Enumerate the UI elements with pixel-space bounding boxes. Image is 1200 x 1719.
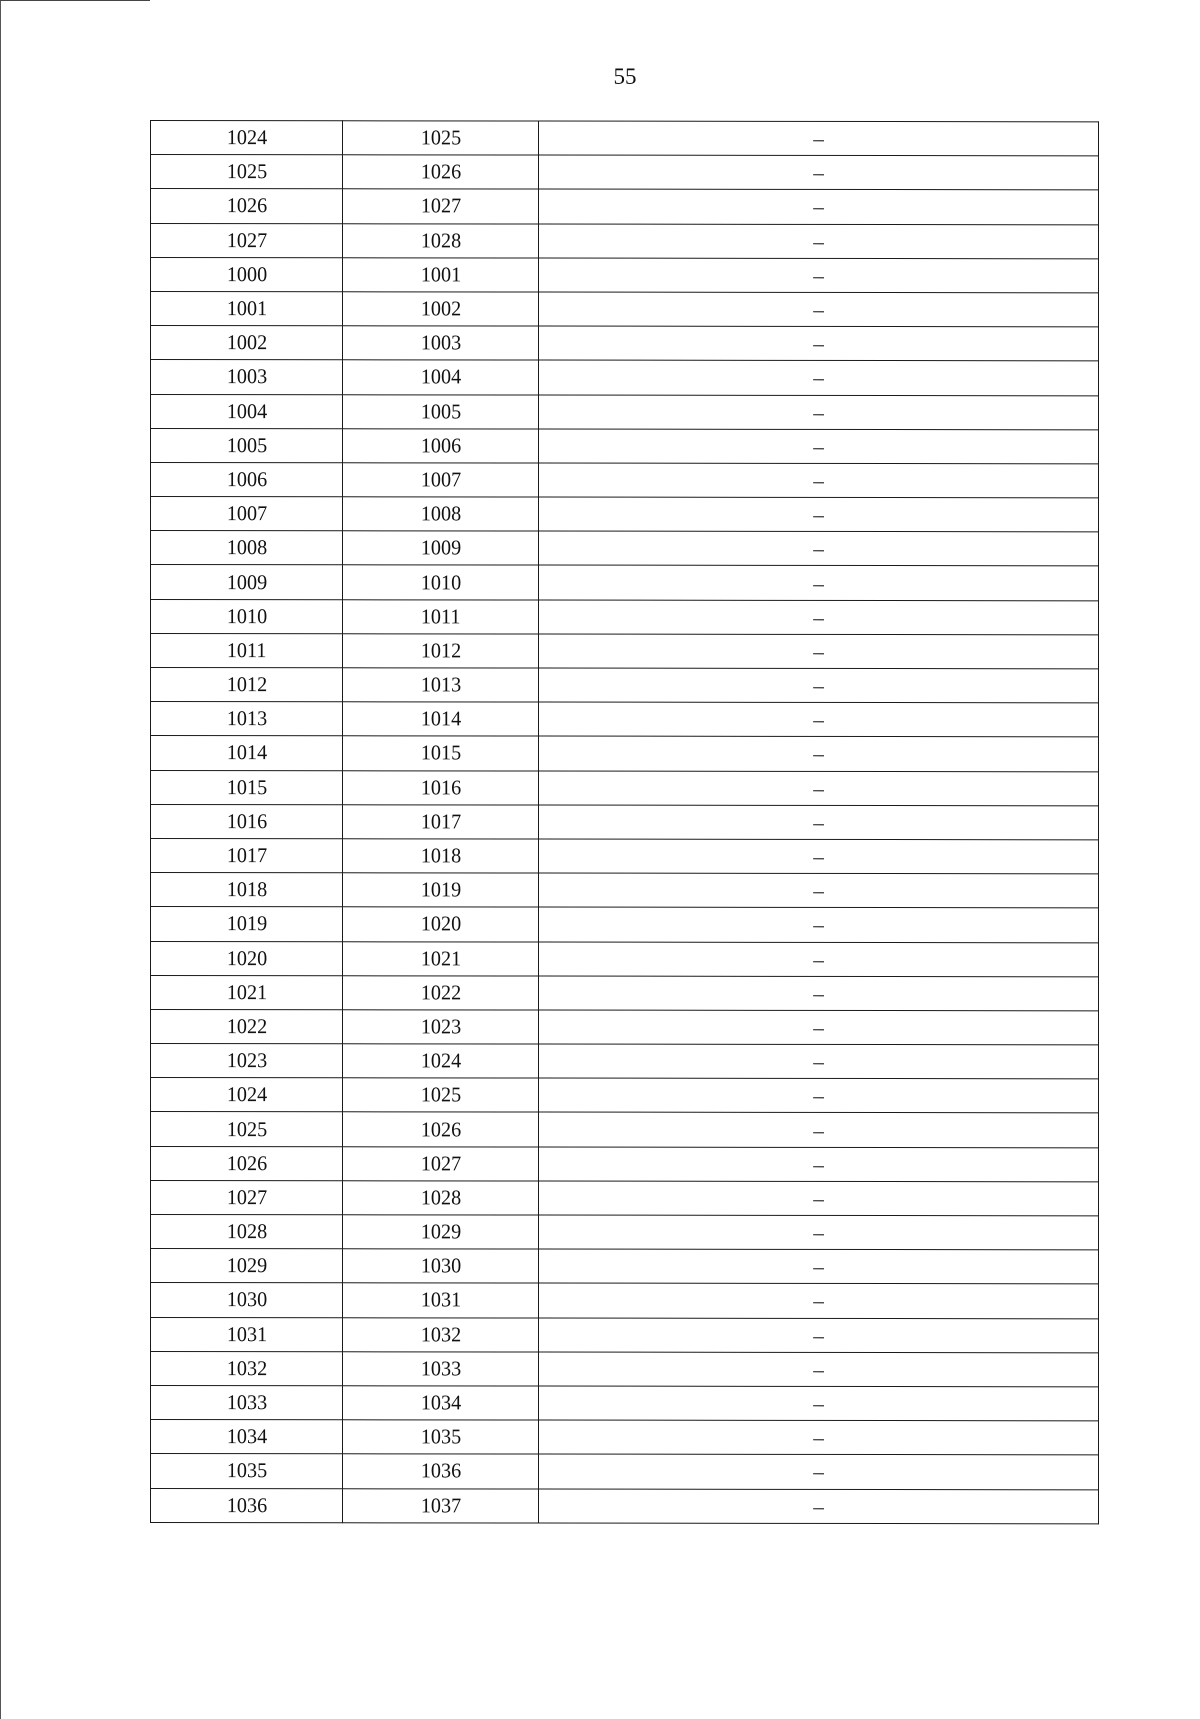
from-id-cell-text: 1036 <box>226 1492 267 1517</box>
page-number: 55 <box>613 64 637 89</box>
to-id-cell <box>343 941 539 975</box>
table-row <box>151 599 1099 635</box>
to-id-cell <box>343 668 539 702</box>
from-id-cell <box>151 326 343 360</box>
from-id-cell-text: 1027 <box>226 227 267 252</box>
value-cell-text: – <box>813 809 824 835</box>
value-cell <box>539 531 1099 566</box>
value-cell <box>539 805 1099 840</box>
value-cell-text: – <box>813 126 824 152</box>
from-id-cell-text: 1005 <box>226 432 267 457</box>
from-id-cell <box>151 291 343 325</box>
to-id-cell <box>343 1283 539 1317</box>
value-cell <box>539 497 1099 532</box>
table-row <box>151 1078 1099 1114</box>
from-id-cell <box>151 668 343 702</box>
to-id-cell-text: 1028 <box>420 1185 461 1210</box>
value-cell-text: – <box>813 467 824 493</box>
from-id-cell-text: 1020 <box>226 945 267 970</box>
value-cell-text: – <box>813 1322 824 1348</box>
from-id-cell <box>151 121 343 155</box>
table-row <box>151 1283 1099 1319</box>
to-id-cell <box>343 1181 539 1215</box>
to-id-cell <box>343 223 539 257</box>
from-id-cell <box>151 565 343 599</box>
to-id-cell-text: 1025 <box>420 1082 461 1107</box>
from-id-cell <box>151 1146 343 1180</box>
table-row <box>151 1454 1099 1490</box>
to-id-cell <box>343 428 539 462</box>
to-id-cell <box>343 497 539 531</box>
value-cell-text: – <box>813 980 824 1006</box>
from-id-cell-text: 1025 <box>226 159 267 184</box>
from-id-cell <box>151 599 343 633</box>
value-cell-text: – <box>813 673 824 699</box>
value-cell-text: – <box>813 878 824 904</box>
value-cell <box>539 668 1099 703</box>
from-id-cell-text: 1026 <box>226 1150 267 1175</box>
data-table-container <box>150 120 1098 1524</box>
value-cell <box>539 942 1099 977</box>
from-id-cell <box>151 257 343 291</box>
table-row <box>151 633 1099 669</box>
to-id-cell-text: 1019 <box>420 877 461 902</box>
from-id-cell <box>151 941 343 975</box>
from-id-cell-text: 1009 <box>226 569 267 594</box>
from-id-cell-text: 1035 <box>226 1458 267 1483</box>
value-cell <box>539 463 1099 498</box>
to-id-cell <box>343 839 539 873</box>
to-id-cell <box>343 599 539 633</box>
value-cell-text: – <box>813 365 824 391</box>
table-row <box>151 702 1099 738</box>
to-id-cell-text: 1003 <box>420 330 461 355</box>
table-row <box>151 1420 1099 1456</box>
value-cell <box>539 189 1099 224</box>
table-row <box>151 804 1099 840</box>
to-id-cell-text: 1018 <box>420 843 461 868</box>
to-id-cell-text: 1025 <box>420 125 461 150</box>
value-cell <box>539 155 1099 190</box>
to-id-cell-text: 1029 <box>420 1219 461 1244</box>
to-id-cell <box>343 292 539 326</box>
from-id-cell <box>151 770 343 804</box>
table-row <box>151 975 1099 1011</box>
from-id-cell-text: 1027 <box>226 1185 267 1210</box>
from-id-cell <box>151 1454 343 1488</box>
to-id-cell-text: 1017 <box>420 809 461 834</box>
value-cell-text: – <box>813 1459 824 1485</box>
from-id-cell-text: 1012 <box>226 672 267 697</box>
from-id-cell-text: 1011 <box>226 638 267 663</box>
value-cell-text: – <box>813 502 824 528</box>
to-id-cell <box>343 770 539 804</box>
from-id-cell-text: 1014 <box>226 740 267 765</box>
table-row <box>151 1112 1099 1148</box>
value-cell <box>539 1318 1099 1353</box>
data-table <box>150 120 1099 1524</box>
table-row <box>151 257 1099 293</box>
value-cell <box>539 224 1099 259</box>
value-cell <box>539 121 1099 156</box>
to-id-cell-text: 1026 <box>420 1116 461 1141</box>
to-id-cell <box>343 1386 539 1420</box>
from-id-cell <box>151 702 343 736</box>
from-id-cell-text: 1023 <box>226 1048 267 1073</box>
from-id-cell <box>151 1351 343 1385</box>
value-cell <box>539 1078 1099 1113</box>
to-id-cell <box>343 1078 539 1112</box>
from-id-cell-text: 1024 <box>226 125 267 150</box>
from-id-cell-text: 1002 <box>226 330 267 355</box>
to-id-cell <box>343 736 539 770</box>
value-cell <box>539 702 1099 737</box>
from-id-cell <box>151 531 343 565</box>
value-cell <box>539 1489 1099 1524</box>
from-id-cell <box>151 1009 343 1043</box>
to-id-cell <box>343 326 539 360</box>
from-id-cell <box>151 838 343 872</box>
value-cell <box>539 360 1099 395</box>
to-id-cell-text: 1035 <box>420 1424 461 1449</box>
value-cell <box>539 1112 1099 1147</box>
from-id-cell-text: 1034 <box>226 1424 267 1449</box>
value-cell <box>539 1044 1099 1079</box>
from-id-cell <box>151 360 343 394</box>
table-row <box>151 770 1099 806</box>
value-cell <box>539 1420 1099 1455</box>
from-id-cell-text: 1016 <box>226 808 267 834</box>
value-cell-text: – <box>813 843 824 869</box>
value-cell <box>539 1215 1099 1250</box>
to-id-cell <box>343 907 539 941</box>
to-id-cell <box>343 1488 539 1522</box>
table-row <box>151 1215 1099 1251</box>
from-id-cell <box>151 497 343 531</box>
to-id-cell-text: 1020 <box>420 911 461 936</box>
value-cell <box>539 907 1099 942</box>
value-cell-text: – <box>813 536 824 562</box>
to-id-cell <box>343 1044 539 1078</box>
from-id-cell-text: 1008 <box>226 535 267 560</box>
to-id-cell-text: 1002 <box>420 296 461 321</box>
to-id-cell-text: 1037 <box>420 1492 461 1518</box>
to-id-cell <box>343 1352 539 1386</box>
to-id-cell-text: 1015 <box>420 740 461 765</box>
value-cell-text: – <box>813 1220 824 1246</box>
value-cell-text: – <box>813 399 824 425</box>
from-id-cell <box>151 394 343 428</box>
from-id-cell-text: 1019 <box>226 911 267 936</box>
from-id-cell <box>151 873 343 907</box>
table-row <box>151 736 1099 772</box>
value-cell-text: – <box>813 570 824 596</box>
value-cell-text: – <box>813 741 824 767</box>
to-id-cell <box>343 873 539 907</box>
to-id-cell-text: 1031 <box>420 1287 461 1312</box>
from-id-cell-text: 1004 <box>226 398 267 423</box>
value-cell-text: – <box>813 433 824 459</box>
to-id-cell <box>343 360 539 394</box>
to-id-cell-text: 1001 <box>420 262 461 287</box>
from-id-cell-text: 1001 <box>226 296 267 321</box>
value-cell <box>539 1010 1099 1045</box>
to-id-cell <box>343 463 539 497</box>
table-row <box>151 189 1099 225</box>
from-id-cell <box>151 155 343 189</box>
value-cell <box>539 634 1099 669</box>
from-id-cell-text: 1031 <box>226 1321 267 1346</box>
table-row <box>151 1180 1099 1216</box>
table-row <box>151 291 1099 327</box>
to-id-cell-text: 1011 <box>420 604 461 629</box>
value-cell <box>539 1147 1099 1182</box>
value-cell <box>539 292 1099 327</box>
to-id-cell <box>343 155 539 189</box>
to-id-cell <box>343 1215 539 1249</box>
from-id-cell-text: 1033 <box>226 1390 267 1415</box>
from-id-cell-text: 1013 <box>226 706 267 731</box>
value-cell-text: – <box>813 1356 824 1382</box>
value-cell <box>539 873 1099 908</box>
value-cell-text: – <box>813 1425 824 1451</box>
to-id-cell <box>343 634 539 668</box>
to-id-cell-text: 1030 <box>420 1253 461 1278</box>
to-id-cell-text: 1032 <box>420 1322 461 1347</box>
from-id-cell <box>151 1488 343 1522</box>
table-row <box>151 1488 1099 1524</box>
table-row <box>151 1009 1099 1045</box>
from-id-cell <box>151 736 343 770</box>
to-id-cell-text: 1022 <box>420 980 461 1005</box>
table-row <box>151 121 1099 157</box>
to-id-cell <box>343 1420 539 1454</box>
from-id-cell <box>151 1385 343 1419</box>
table-row <box>151 873 1099 909</box>
table-row <box>151 326 1099 362</box>
from-id-cell-text: 1021 <box>226 979 267 1004</box>
from-id-cell <box>151 1044 343 1078</box>
value-cell-text: – <box>813 707 824 733</box>
from-id-cell-text: 1025 <box>226 1116 267 1141</box>
value-cell <box>539 1181 1099 1216</box>
from-id-cell <box>151 223 343 257</box>
from-id-cell <box>151 1180 343 1214</box>
table-row <box>151 462 1099 498</box>
from-id-cell-text: 1000 <box>226 261 267 287</box>
to-id-cell-text: 1016 <box>420 775 461 800</box>
table-row <box>151 907 1099 943</box>
table-row <box>151 668 1099 704</box>
from-id-cell <box>151 1420 343 1454</box>
from-id-cell-text: 1006 <box>226 467 267 492</box>
from-id-cell <box>151 633 343 667</box>
from-id-cell-text: 1007 <box>226 501 267 526</box>
table-row <box>151 1146 1099 1182</box>
value-cell-text: – <box>813 160 824 186</box>
value-cell <box>539 395 1099 430</box>
table-row <box>151 1385 1099 1421</box>
table-row <box>151 1044 1099 1080</box>
value-cell-text: – <box>813 638 824 664</box>
to-id-cell-text: 1036 <box>420 1458 461 1483</box>
value-cell-text: – <box>813 912 824 938</box>
to-id-cell-text: 1008 <box>420 501 461 526</box>
from-id-cell-text: 1024 <box>226 1082 267 1107</box>
from-id-cell-text: 1022 <box>226 1014 267 1039</box>
from-id-cell <box>151 804 343 838</box>
to-id-cell-text: 1028 <box>420 228 461 253</box>
value-cell-text: – <box>813 1083 824 1109</box>
from-id-cell-text: 1028 <box>226 1219 267 1244</box>
value-cell <box>539 565 1099 600</box>
table-row <box>151 565 1099 601</box>
table-row <box>151 497 1099 533</box>
to-id-cell-text: 1012 <box>420 638 461 663</box>
to-id-cell <box>343 189 539 223</box>
value-cell-text: – <box>813 1254 824 1280</box>
value-cell-text: – <box>813 1390 824 1416</box>
from-id-cell-text: 1015 <box>226 774 267 799</box>
table-row <box>151 428 1099 464</box>
table-row <box>151 1317 1099 1353</box>
value-cell <box>539 1386 1099 1421</box>
to-id-cell <box>343 1146 539 1180</box>
value-cell <box>539 736 1099 771</box>
to-id-cell-text: 1009 <box>420 535 461 560</box>
value-cell <box>539 771 1099 806</box>
to-id-cell-text: 1010 <box>420 569 461 594</box>
value-cell <box>539 600 1099 635</box>
to-id-cell-text: 1024 <box>420 1048 461 1073</box>
from-id-cell-text: 1017 <box>226 843 267 868</box>
from-id-cell <box>151 1317 343 1351</box>
value-cell-text: – <box>813 194 824 220</box>
value-cell <box>539 1454 1099 1489</box>
value-cell-text: – <box>813 331 824 357</box>
to-id-cell <box>343 1010 539 1044</box>
value-cell <box>539 326 1099 361</box>
to-id-cell <box>343 1112 539 1146</box>
from-id-cell <box>151 975 343 1009</box>
to-id-cell-text: 1004 <box>420 364 461 389</box>
value-cell <box>539 976 1099 1011</box>
from-id-cell-text: 1030 <box>226 1287 267 1312</box>
from-id-cell-text: 1032 <box>226 1355 267 1381</box>
scan-top-edge <box>0 0 150 1</box>
to-id-cell <box>343 702 539 736</box>
table-row <box>151 394 1099 430</box>
from-id-cell <box>151 907 343 941</box>
to-id-cell-text: 1026 <box>420 159 461 184</box>
to-id-cell-text: 1033 <box>420 1356 461 1381</box>
to-id-cell-text: 1023 <box>420 1014 461 1039</box>
to-id-cell-text: 1006 <box>420 433 461 458</box>
from-id-cell <box>151 1283 343 1317</box>
table-body <box>151 121 1099 1524</box>
to-id-cell <box>343 531 539 565</box>
from-id-cell <box>151 428 343 462</box>
table-row <box>151 155 1099 191</box>
to-id-cell <box>343 565 539 599</box>
from-id-cell <box>151 1249 343 1283</box>
value-cell-text: – <box>813 296 824 322</box>
to-id-cell-text: 1007 <box>420 467 461 492</box>
value-cell <box>539 1283 1099 1318</box>
to-id-cell-text: 1005 <box>420 398 461 424</box>
to-id-cell-text: 1027 <box>420 1151 461 1176</box>
value-cell-text: – <box>813 1185 824 1211</box>
to-id-cell <box>343 1317 539 1351</box>
value-cell <box>539 1352 1099 1387</box>
value-cell-text: – <box>813 775 824 801</box>
table-row <box>151 531 1099 567</box>
table-row <box>151 941 1099 977</box>
from-id-cell <box>151 189 343 223</box>
from-id-cell-text: 1018 <box>226 877 267 902</box>
from-id-cell-text: 1010 <box>226 603 267 628</box>
to-id-cell <box>343 394 539 428</box>
value-cell <box>539 429 1099 464</box>
value-cell <box>539 258 1099 293</box>
to-id-cell-text: 1014 <box>420 706 461 731</box>
to-id-cell-text: 1034 <box>420 1390 461 1415</box>
value-cell-text: – <box>813 1049 824 1075</box>
value-cell <box>539 1249 1099 1284</box>
table-row <box>151 838 1099 874</box>
table-row <box>151 223 1099 259</box>
value-cell-text: – <box>813 262 824 288</box>
from-id-cell-text: 1026 <box>226 193 267 218</box>
to-id-cell <box>343 805 539 839</box>
value-cell-text: – <box>813 946 824 972</box>
table-row <box>151 360 1099 396</box>
to-id-cell <box>343 258 539 292</box>
from-id-cell-text: 1029 <box>226 1253 267 1278</box>
to-id-cell-text: 1013 <box>420 672 461 697</box>
value-cell-text: – <box>813 1151 824 1177</box>
from-id-cell <box>151 1112 343 1146</box>
value-cell-text: – <box>813 1288 824 1314</box>
value-cell <box>539 839 1099 874</box>
from-id-cell <box>151 1215 343 1249</box>
table-row <box>151 1351 1099 1387</box>
to-id-cell-text: 1021 <box>420 945 461 971</box>
to-id-cell-text: 1027 <box>420 193 461 218</box>
value-cell-text: – <box>813 1493 824 1519</box>
value-cell-text: – <box>813 1117 824 1143</box>
value-cell-text: – <box>813 228 824 254</box>
value-cell-text: – <box>813 604 824 630</box>
to-id-cell <box>343 975 539 1009</box>
to-id-cell <box>343 121 539 155</box>
to-id-cell <box>343 1249 539 1283</box>
from-id-cell <box>151 1078 343 1112</box>
table-row <box>151 1249 1099 1285</box>
scan-left-edge <box>0 0 1 1719</box>
from-id-cell <box>151 462 343 496</box>
to-id-cell <box>343 1454 539 1488</box>
value-cell-text: – <box>813 1014 824 1040</box>
from-id-cell-text: 1003 <box>226 364 267 389</box>
